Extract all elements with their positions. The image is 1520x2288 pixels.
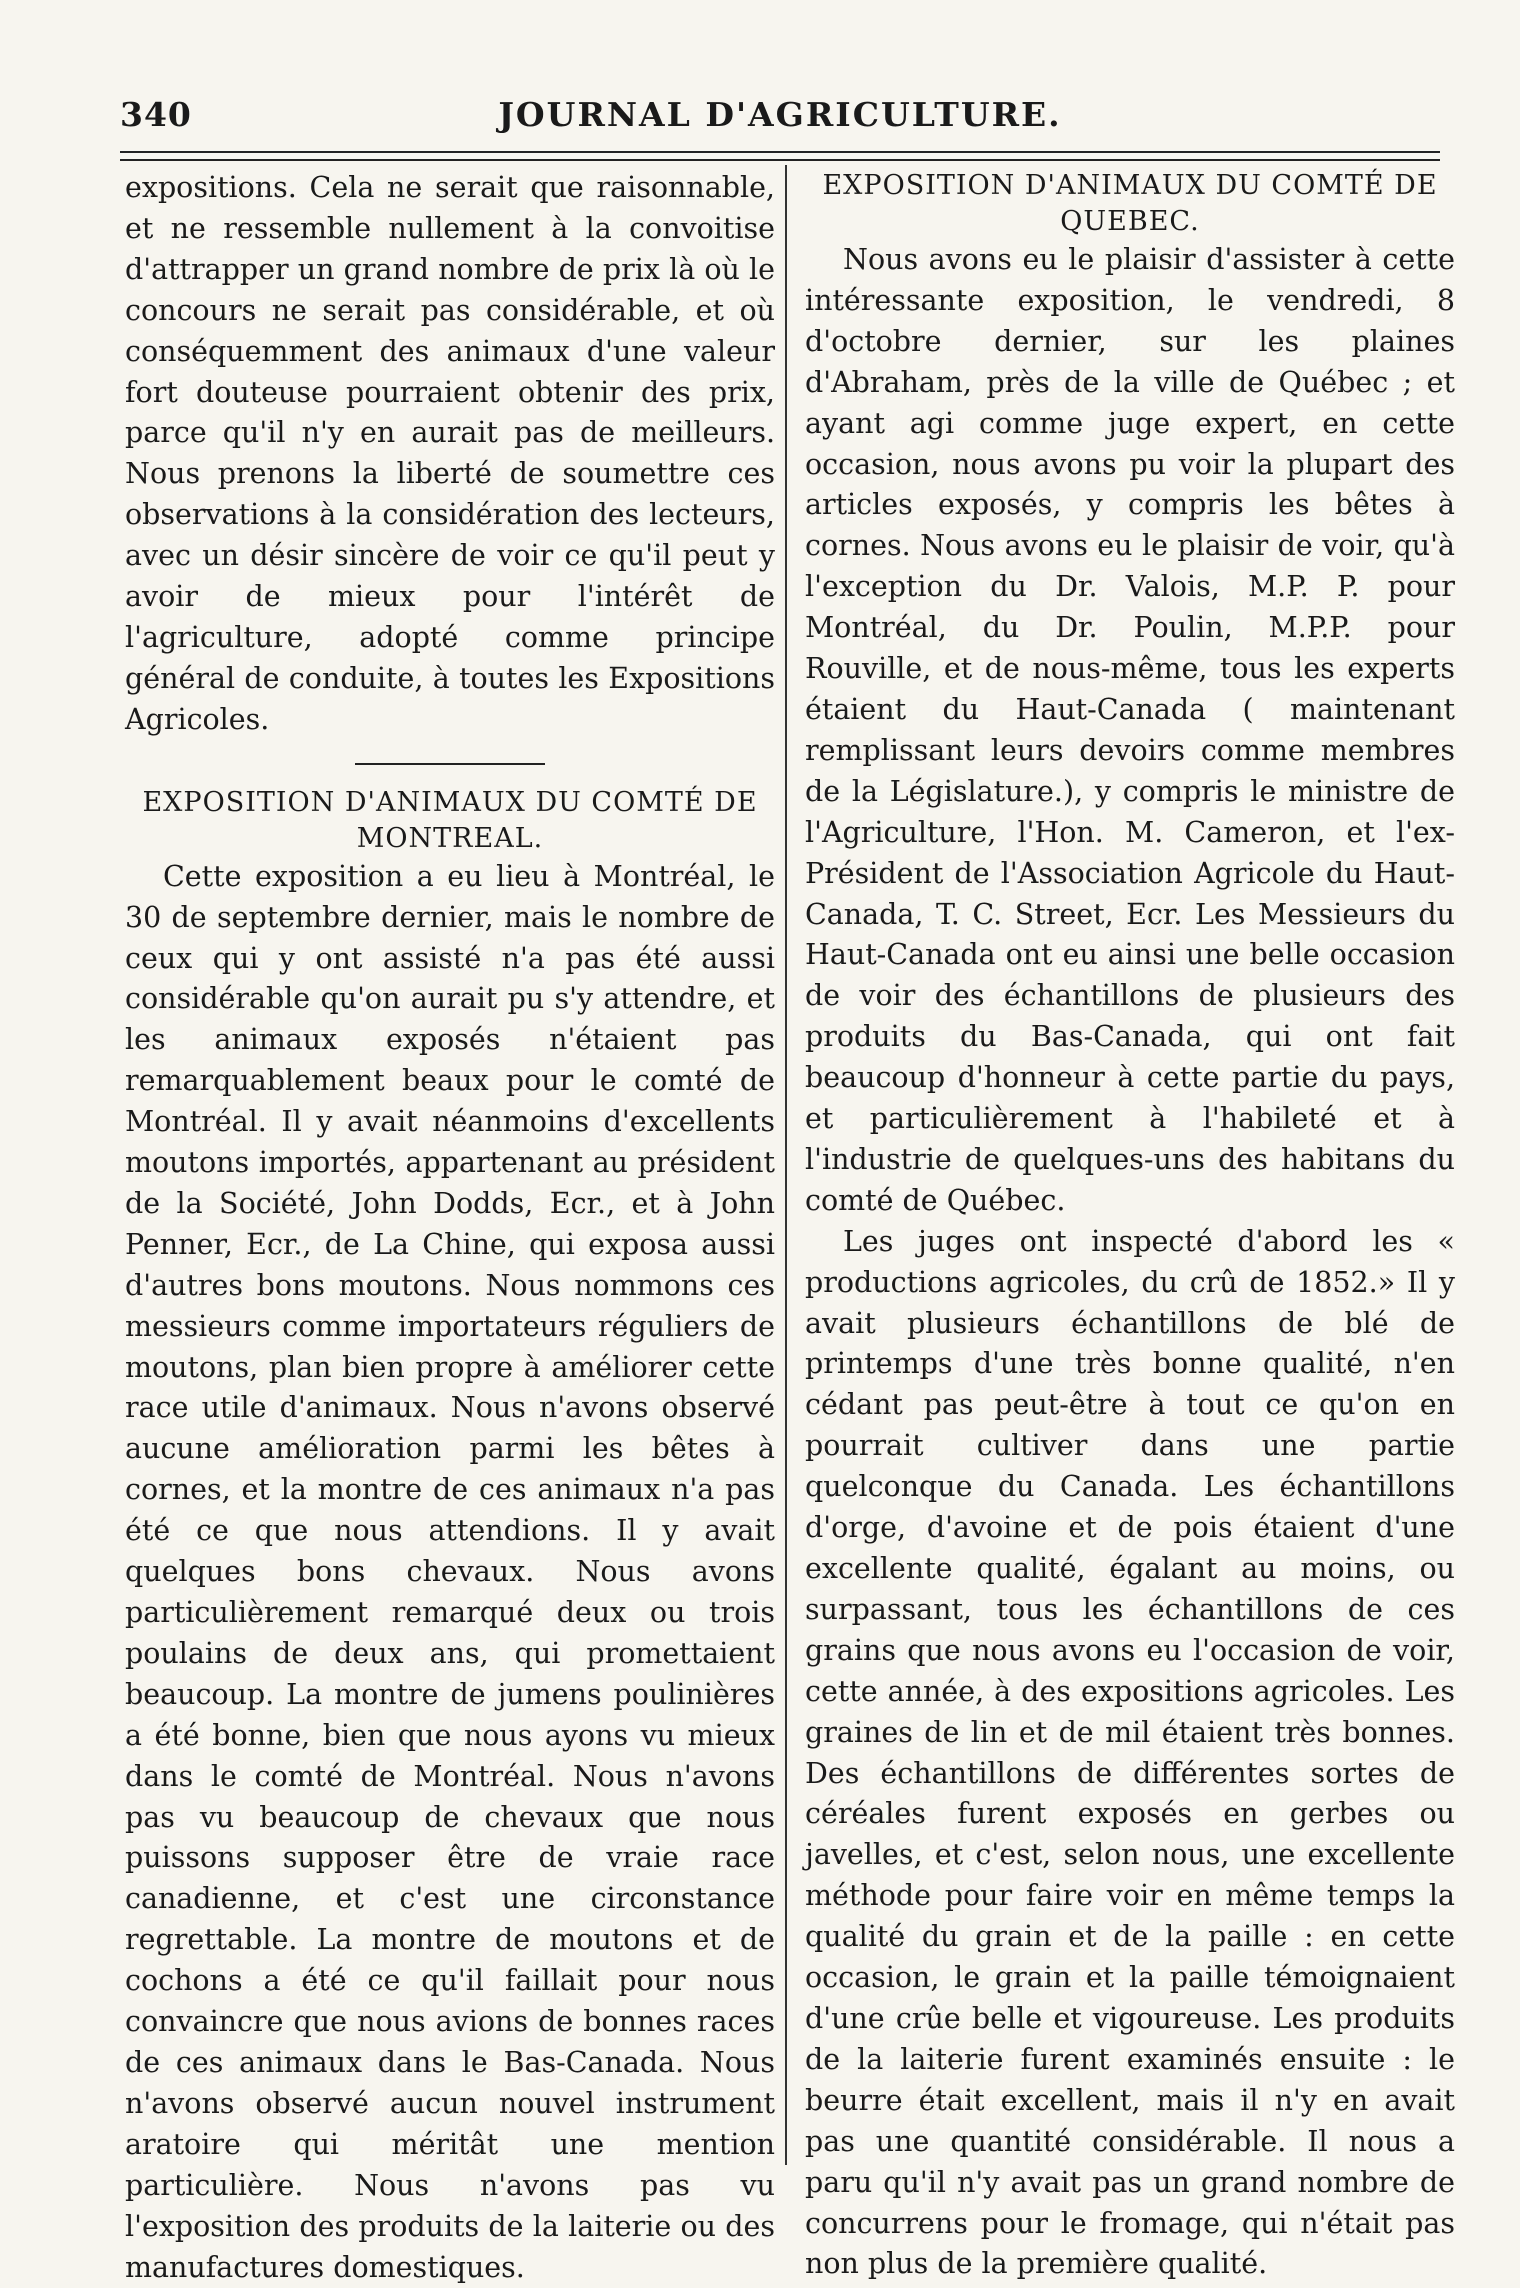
section-title-montreal xyxy=(125,785,775,857)
left-column xyxy=(125,168,775,2288)
intro-paragraph: expositions. Cela ne serait que raisonnable, et ne ressemble nullement à la convoitise d'attrapper un grand nombre de prix là où le concours ne serait pas considérable, et où conséquemment des animaux d'une valeur fort douteuse pourraient obtenir des prix, parce qu'il n'y en aurait pas de meilleurs. Nous prenons la liberté de soumettre ces observations à la considération des lecteurs, avec un désir sincère de voir ce qu'il peut y avoir de mieux pour l'intérêt de l'agriculture, adopté comme principe général de conduite, à toutes les Expositions Agricoles. xyxy=(125,171,775,736)
page-number: 340 xyxy=(120,95,192,134)
section-title-line1: EXPOSITION D'ANIMAUX DU COMTÉ DE xyxy=(142,786,758,818)
right-column xyxy=(805,168,1455,2285)
page-header xyxy=(120,95,1440,145)
section-separator-rule xyxy=(355,763,545,765)
quebec-paragraph-2: Les juges ont inspecté d'abord les « productions agricoles, du crû de 1852.» Il y avait plusieurs échantillons de blé de printemps d'une très bonne qualité, n'en cédant pas peut-être à tout ce qu'on en pourrait cultiver dans une partie quelconque du Canada. Les échantillons d'orge, d'avoine et de pois étaient d'une excellente qualité, égalant au moins, ou surpassant, tous les échantillons de ces grains que nous avons eu l'occasion de voir, cette année, à des expositions agricoles. Les graines de lin et de mil étaient très bonnes. Des échantillons de différentes sortes de céréales furent exposés en gerbes ou javelles, et c'est, selon nous, une excellente méthode pour faire voir en même temps la qualité du grain et de la paille : en cette occasion, le grain et la paille témoignaient d'une crûe belle et vigoureuse. Les produits de la laiterie furent examinés ensuite : le beurre était excellent, mais il n'y en avait pas une quantité considérable. Il nous a paru qu'il n'y avait pas un grand nombre de concurrens pour le fromage, qui n'était pas non plus de la première qualité. xyxy=(805,1224,1455,2281)
column-divider xyxy=(785,165,787,2165)
section-title-line2: QUEBEC. xyxy=(1060,206,1200,237)
section-title-line2: MONTREAL. xyxy=(356,822,544,854)
journal-title: JOURNAL D'AGRICULTURE. xyxy=(498,95,1062,134)
section-title-line1: EXPOSITION D'ANIMAUX DU COMTÉ DE xyxy=(822,170,1438,201)
header-double-rule xyxy=(120,151,1440,161)
section-title-quebec xyxy=(805,168,1455,240)
quebec-paragraph-1: Nous avons eu le plaisir d'assister à cette intéressante exposition, le vendredi, 8 d'octobre dernier, sur les plaines d'Abraham, près de la ville de Québec ; et ayant agi comme juge expert, en cette occasion, nous avons pu voir la plupart des articles exposés, y compris les bêtes à cornes. Nous avons eu le plaisir de voir, qu'à l'exception du Dr. Valois, M.P. P. pour Montréal, du Dr. Poulin, M.P.P. pour Rouville, et de nous-même, tous les experts étaient du Haut-Canada ( maintenant remplissant leurs devoirs comme membres de la Législature.), y compris le ministre de l'Agriculture, l'Hon. M. Cameron, et l'ex-Président de l'Association Agricole du Haut-Canada, T. C. Street, Ecr. Les Messieurs du Haut-Canada ont eu ainsi une belle occasion de voir des échantillons de plusieurs des produits du Bas-Canada, qui ont fait beaucoup d'honneur à cette partie du pays, et particulièrement à l'habileté et à l'industrie de quelques-uns des habitans du comté de Québec. xyxy=(805,243,1455,1217)
montreal-paragraph: Cette exposition a eu lieu à Montréal, le 30 de septembre dernier, mais le nombre de ceux qui y ont assisté n'a pas été aussi considérable qu'on aurait pu s'y attendre, et les animaux exposés n'étaient pas remarquablement beaux pour le comté de Montréal. Il y avait néanmoins d'excellents moutons importés, appartenant au président de la Société, John Dodds, Ecr., et à John Penner, Ecr., de La Chine, qui exposa aussi d'autres bons moutons. Nous nommons ces messieurs comme importateurs réguliers de moutons, plan bien propre à améliorer cette race utile d'animaux. Nous n'avons observé aucune amélioration parmi les bêtes à cornes, et la montre de ces animaux n'a pas été ce que nous attendions. Il y avait quelques bons chevaux. Nous avons particulièrement remarqué deux ou trois poulains de deux ans, qui promettaient beaucoup. La montre de jumens poulinières a été bonne, bien que nous ayons vu mieux dans le comté de Montréal. Nous n'avons pas vu beaucoup de chevaux que nous puissons supposer être de vraie race canadienne, et c'est une circonstance regrettable. La montre de moutons et de cochons a été ce qu'il faillait pour nous convaincre que nous avions de bonnes races de ces animaux dans le Bas-Canada. Nous n'avons observé aucun nouvel instrument aratoire qui méritât une mention particulière. Nous n'avons pas vu l'exposition des produits de la laiterie ou des manufactures domestiques. xyxy=(125,859,775,2284)
